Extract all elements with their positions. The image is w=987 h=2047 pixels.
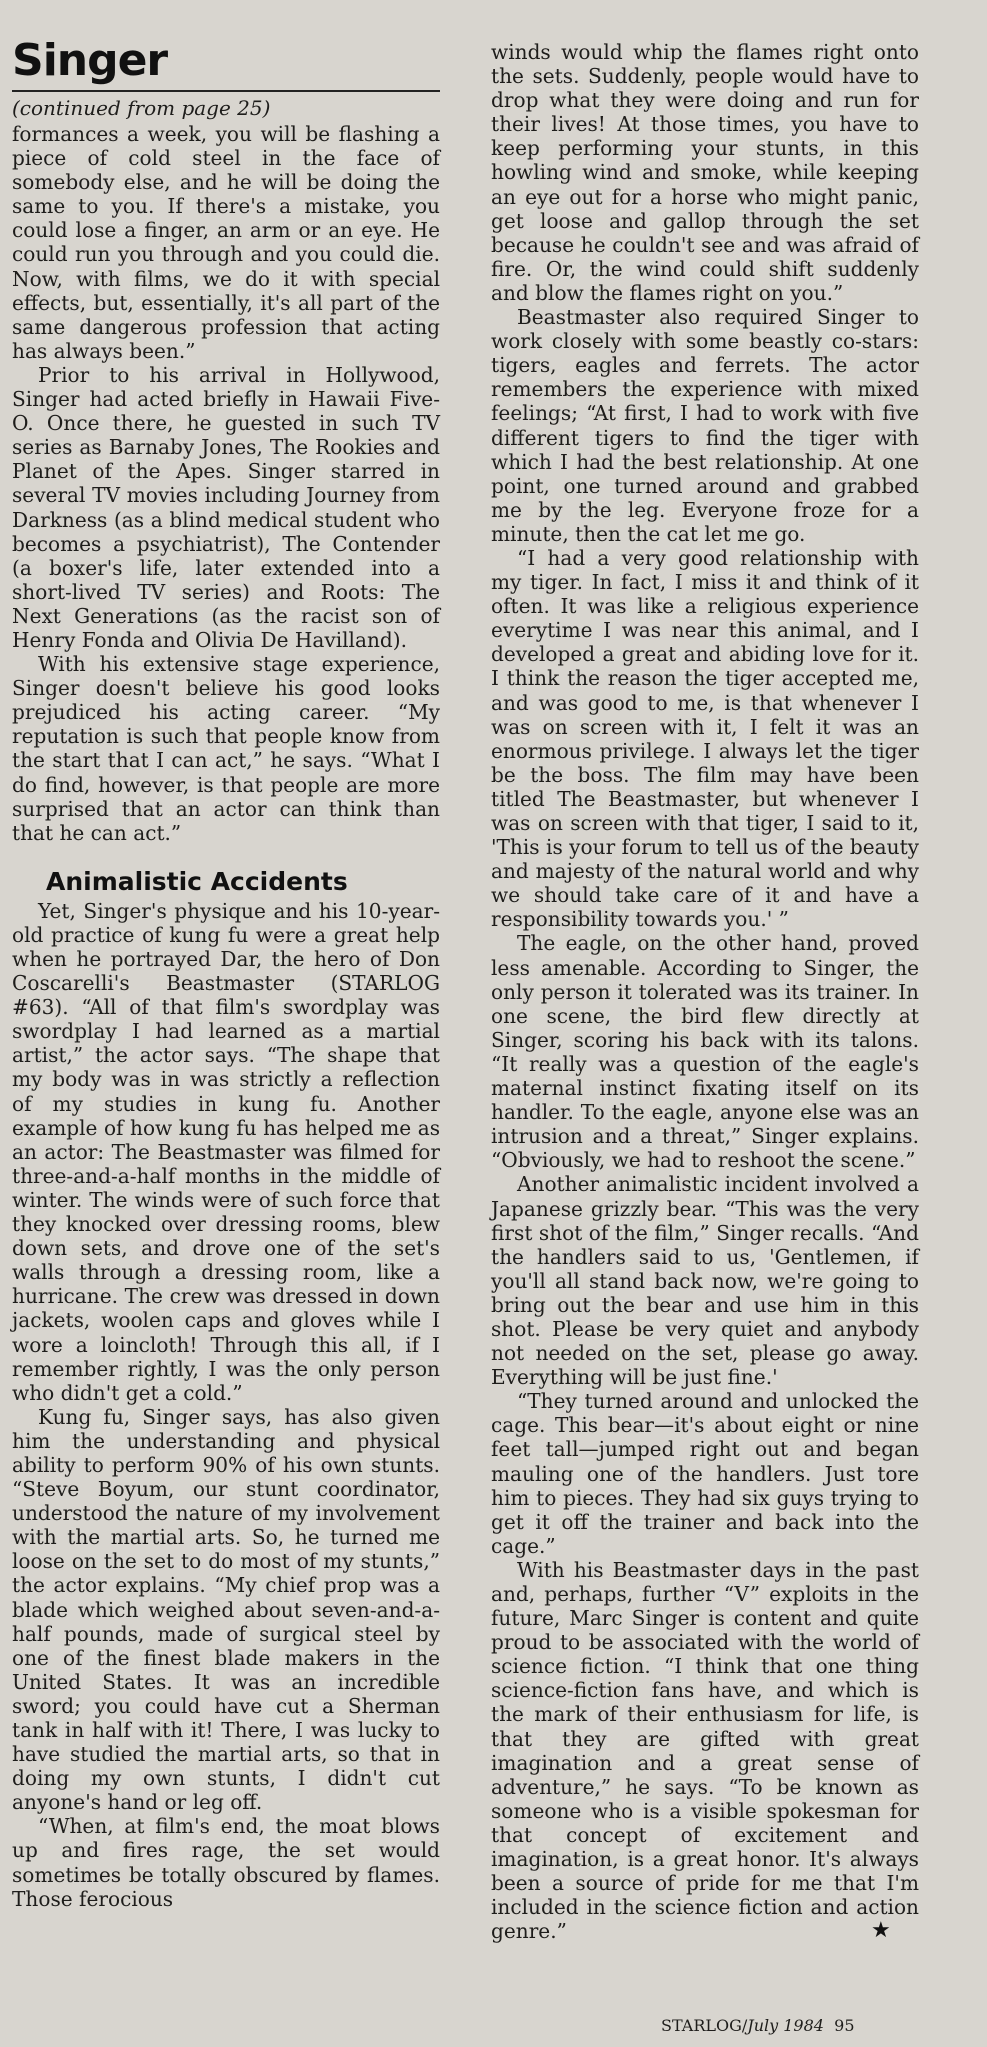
footer-magazine: STARLOG/ xyxy=(661,2016,748,2035)
paragraph: Another animalistic incident involved a Japanese grizzly bear. “This was the very first shot of the film,” Singer recalls. “And the handlers said to us, 'Gentlemen, if you'll all stand back now, we're going to bring out the bear and use him in this shot. Please be very quiet and anybody not needed on the set, please go away. Everything will be just fine.' xyxy=(491,1172,919,1390)
paragraph: With his Beastmaster days in the past and, perhaps, further “V” exploits in the future, Marc Singer is content and quite proud to be associated with the world of science fiction. “I think that one thing science-fiction fans have, and which is the mark of their enthusiasm for life, is that they are gifted with great imagination and a great sense of adventure,” he says. “To be known as someone who is a visible spokesman for that concept of excitement and imagination, is a great honor. It's always been a source of pride for me that I'm included in the science fiction and action genre.” xyxy=(491,1557,919,1944)
paragraph: Yet, Singer's physique and his 10-year-old practice of kung fu were a great help when he portrayed Dar, the hero of Don Coscarelli's Beastmaster (STARLOG #63). “All of that film's swordplay was swordplay I had learned as a martial artist,” the actor says. “The shape that my body was in was strictly a reflection of my studies in kung fu. Another example of how kung fu has helped me as an actor: The Beastmaster was filmed for three-and-a-half months in the middle of winter. The winds were of such force that they knocked over dressing rooms, blew down sets, and drove one of the set's walls through a dressing room, like a hurricane. The crew was dressed in down jackets, woolen caps and gloves while I wore a loincloth! Through this all, if I remember rightly, I was the only person who didn't get a cold.” xyxy=(12,898,440,1405)
paragraph: The eagle, on the other hand, proved less amenable. According to Singer, the only person it tolerated was its trainer. In one scene, the bird flew directly at Singer, scoring his back with its talons. “It really was a question of the eagle's maternal instinct fixating itself on its handler. To the eagle, anyone else was an intrusion and a threat,” Singer explains. “Obviously, we had to reshoot the scene.” xyxy=(491,931,919,1173)
paragraph: Kung fu, Singer says, has also given him the understanding and physical ability to perform 90% of his own stunts. “Steve Boyum, our stunt coordinator, understood the nature of my involvement with the martial arts. So, he turned me loose on the set to do most of my stunts,” the actor explains. “My chief prop was a blade which weighed about seven-and-a-half pounds, made of surgical steel by one of the finest blade makers in the United States. It was an incredible sword; you could have cut a Sherman tank in half with it! There, I was lucky to have studied the martial arts, so that in doing my own stunts, I didn't cut anyone's hand or leg off. xyxy=(12,1404,440,1815)
title-rule xyxy=(12,90,440,92)
paragraph: Prior to his arrival in Hollywood, Singer had acted briefly in Hawaii Five-O. Once there, he guested in such TV series as Barnaby Jones, The Rookies and Planet of the Apes. Singer starred in several TV movies including Journey from Darkness (as a blind medical student who becomes a psychiatrist), The Contender (a boxer's life, later extended into a short-lived TV series) and Roots: The Next Generations (as the racist son of Henry Fonda and Olivia De Havilland). xyxy=(12,362,440,652)
paragraph: winds would whip the flames right onto the sets. Suddenly, people would have to drop what they were doing and run for their lives! At those times, you have to keep performing your stunts, in this howling wind and smoke, while keeping an eye out for a horse who might panic, get loose and gallop through the set because he couldn't see and was afraid of fire. Or, the wind could shift suddenly and blow the flames right on you.” xyxy=(491,40,919,305)
article-title: Singer xyxy=(12,35,168,86)
page-number: 95 xyxy=(834,2016,855,2035)
paragraph: “When, at film's end, the moat blows up and fires rage, the set would sometimes be totally obscured by flames. Those ferocious xyxy=(12,1814,440,1911)
left-column xyxy=(12,122,440,1911)
continued-note: (continued from page 25) xyxy=(12,96,271,120)
paragraph: “They turned around and unlocked the cage. This bear—it's about eight or nine feet tall—jumped right out and began mauling one of the handlers. Just tore him to pieces. They had six guys trying to get it off the trainer and back into the cage.” xyxy=(491,1389,919,1558)
section-subhead: Animalistic Accidents xyxy=(46,866,348,896)
end-star-icon: ★ xyxy=(871,1918,891,1943)
paragraph: With his extensive stage experience, Singer doesn't believe his good looks prejudiced his acting career. “My reputation is such that people know from the start that I can act,” he says. “What I do find, however, is that people are more surprised that an actor can think than that he can act.” xyxy=(12,652,440,845)
paragraph: formances a week, you will be flashing a piece of cold steel in the face of somebody else, and he will be doing the same to you. If there's a mistake, you could lose a finger, an arm or an eye. He could run you through and you could die. Now, with films, we do it with special effects, but, essentially, it's all part of the same dangerous profession that acting has always been.” xyxy=(12,122,440,363)
right-column xyxy=(491,40,919,1943)
footer-issue: July 1984 xyxy=(747,2016,824,2035)
paragraph: Beastmaster also required Singer to work closely with some beastly co-stars: tigers, eagles and ferrets. The actor remembers the experience with mixed feelings; “At first, I had to work with five different tigers to find the tiger with which I had the best relationship. At one point, one turned around and grabbed me by the leg. Everyone froze for a minute, then the cat let me go. xyxy=(491,305,919,546)
paragraph: “I had a very good relationship with my tiger. In fact, I miss it and think of it often. It was like a religious experience everytime I was near this animal, and I developed a great and abiding love for it. I think the reason the tiger accepted me, and was good to me, is that whenever I was on screen with it, I felt it was an enormous privilege. I always let the tiger be the boss. The film may have been titled The Beastmaster, but whenever I was on screen with that tiger, I said to it, 'This is your forum to tell us of the beauty and majesty of the natural world and why we should take care of it and have a responsibility towards you.' ” xyxy=(491,545,919,932)
page-footer xyxy=(661,2016,855,2036)
